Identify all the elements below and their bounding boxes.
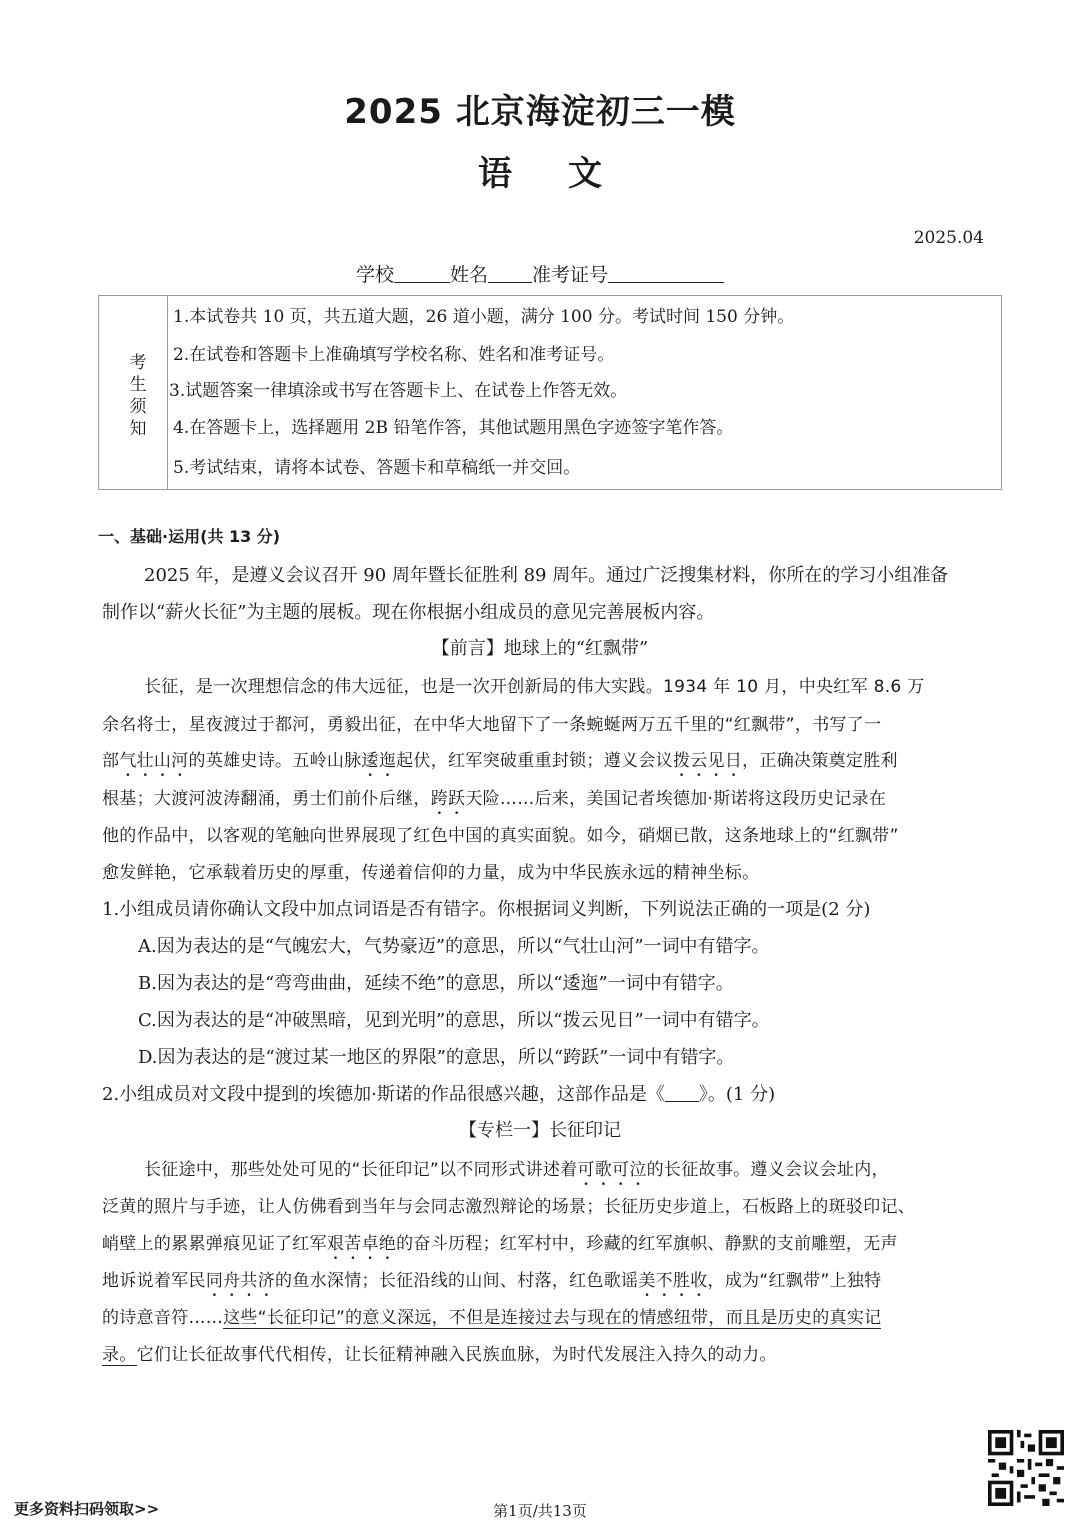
- question-1-stem: 1.小组成员请你确认文段中加点词语是否有错字。你根据词义判断，下列说法正确的一项是(2 分): [102, 899, 871, 920]
- dotted-word: 美不胜收: [638, 1271, 708, 1291]
- underlined-sentence: 录。: [102, 1345, 137, 1365]
- exam-date: 2025.04: [913, 228, 984, 248]
- question-1-option-b: B.因为表达的是“弯弯曲曲，延续不绝”的意思，所以“逶迤”一词中有错字。: [138, 973, 734, 994]
- passage-line: 泛黄的照片与手迹，让人仿佛看到当年与会同志激烈辩论的场景；长征历史步道上，石板路上的斑驳印记、: [102, 1197, 916, 1217]
- name-label: 姓名: [449, 264, 488, 286]
- qr-code-icon[interactable]: [988, 1430, 1064, 1506]
- passage-line: 余名将士，星夜渡过于都河，勇毅出征，在中华大地留下了一条蜿蜒两万五千里的“红飘带”，书写了一: [102, 715, 882, 735]
- answer-blank: [665, 1085, 699, 1102]
- school-blank: [394, 264, 450, 283]
- exam-title: 2025 北京海淀初三一模: [344, 92, 736, 132]
- exam-notice-box: [98, 295, 1002, 490]
- passage-line: 峭壁上的累累弹痕见证了红军艰苦卓绝的奋斗历程；红军村中，珍藏的红军旗帜、静默的支前雕塑，无声: [102, 1234, 898, 1254]
- question-1-option-c: C.因为表达的是“冲破黑暗，见到光明”的意思，所以“拨云见日”一词中有错字。: [138, 1010, 770, 1031]
- passage-line: 的诗意音符……这些“长征印记”的意义深远，不但是连接过去与现在的情感纽带，而且是历史的真实记: [102, 1308, 882, 1328]
- intro-line: 制作以“薪火长征”为主题的展板。现在你根据小组成员的意见完善展板内容。: [102, 602, 715, 623]
- passage-line: 愈发鲜艳，它承载着历史的厚重，传递着信仰的力量，成为中华民族永远的精神坐标。: [102, 863, 760, 883]
- dotted-word: 气壮山河: [119, 751, 189, 771]
- notice-item: 2.在试卷和答题卡上准确填写学校名称、姓名和准考证号。: [173, 345, 615, 365]
- column1-title: 【专栏一】长征印记: [459, 1120, 621, 1141]
- dotted-word: 艰苦卓绝: [326, 1234, 397, 1254]
- preface-title: 【前言】地球上的“红飘带”: [431, 638, 649, 659]
- passage-line: 长征，是一次理想信念的伟大远征，也是一次开创新局的伟大实践。1934 年 10 月，中央红军 8.6 万: [144, 677, 925, 697]
- notice-item: 3.试题答案一律填涂或书写在答题卡上、在试卷上作答无效。: [169, 381, 628, 401]
- dotted-word: 跨跃: [430, 789, 466, 809]
- name-blank: [488, 264, 532, 283]
- question-2-stem: 2.小组成员对文段中提到的埃德加·斯诺的作品很感兴趣，这部作品是《 》。(1 分): [102, 1084, 776, 1105]
- notice-item: 4.在答题卡上，选择题用 2B 铅笔作答，其他试题用黑色字迹签字笔作答。: [173, 418, 734, 438]
- question-1-option-a: A.因为表达的是“气魄宏大，气势豪迈”的意思，所以“气壮山河”一词中有错字。: [138, 936, 770, 957]
- notice-heading: 考 生 须 知: [99, 296, 168, 489]
- intro-line: 2025 年，是遵义会议召开 90 周年暨长征胜利 89 周年。通过广泛搜集材料，你所在的学习小组准备: [144, 565, 949, 586]
- passage-line: 他的作品中，以客观的笔触向世界展现了红色中国的真实面貌。如今，硝烟已散，这条地球上的“红飘带”: [102, 826, 899, 846]
- exam-id-label: 准考证号: [532, 264, 609, 286]
- school-label: 学校: [355, 264, 394, 286]
- dotted-word: 可歌可泣: [577, 1160, 647, 1180]
- dotted-word: 拨云见日: [672, 751, 743, 771]
- subject-title: 语 文: [478, 154, 602, 194]
- passage-line: 录。它们让长征故事代代相传，让长征精神融入民族血脉，为时代发展注入持久的动力。: [102, 1345, 777, 1365]
- passage-line: 根基；大渡河波涛翻涌，勇士们前仆后继，跨跃天险……后来，美国记者埃德加·斯诺将这段历史记录在: [102, 789, 887, 809]
- underlined-sentence: 这些“长征印记”的意义深远，不但是连接过去与现在的情感纽带，而且是历史的真实记: [223, 1308, 882, 1328]
- question-1-option-d: D.因为表达的是“渡过某一地区的界限”的意思，所以“跨跃”一词中有错字。: [138, 1047, 735, 1068]
- notice-item: 1.本试卷共 10 页，共五道大题，26 道小题，满分 100 分。考试时间 150 分钟。: [173, 307, 795, 327]
- student-info-line: [0, 260, 1080, 287]
- passage-line: 部气壮山河的英雄史诗。五岭山脉逶迤起伏，红军突破重重封锁；遵义会议拨云见日，正确决策奠定胜利: [102, 751, 898, 771]
- passage-line: 地诉说着军民同舟共济的鱼水深情；长征沿线的山间、村落，红色歌谣美不胜收，成为“红飘带”上独特: [102, 1271, 882, 1291]
- notice-item: 5.考试结束，请将本试卷、答题卡和草稿纸一并交回。: [173, 458, 581, 478]
- dotted-word: 同舟共济: [205, 1271, 276, 1291]
- footer-promo-link[interactable]: 更多资料扫码领取>>: [14, 1500, 160, 1518]
- exam-id-blank: [608, 264, 724, 283]
- section-heading: 一、基础·运用(共 13 分): [98, 527, 281, 546]
- page-number: 第1页/共13页: [493, 1502, 587, 1520]
- dotted-word: 逶迤: [361, 751, 397, 771]
- passage-line: 长征途中，那些处处可见的“长征印记”以不同形式讲述着可歌可泣的长征故事。遵义会议会址内，: [144, 1160, 889, 1180]
